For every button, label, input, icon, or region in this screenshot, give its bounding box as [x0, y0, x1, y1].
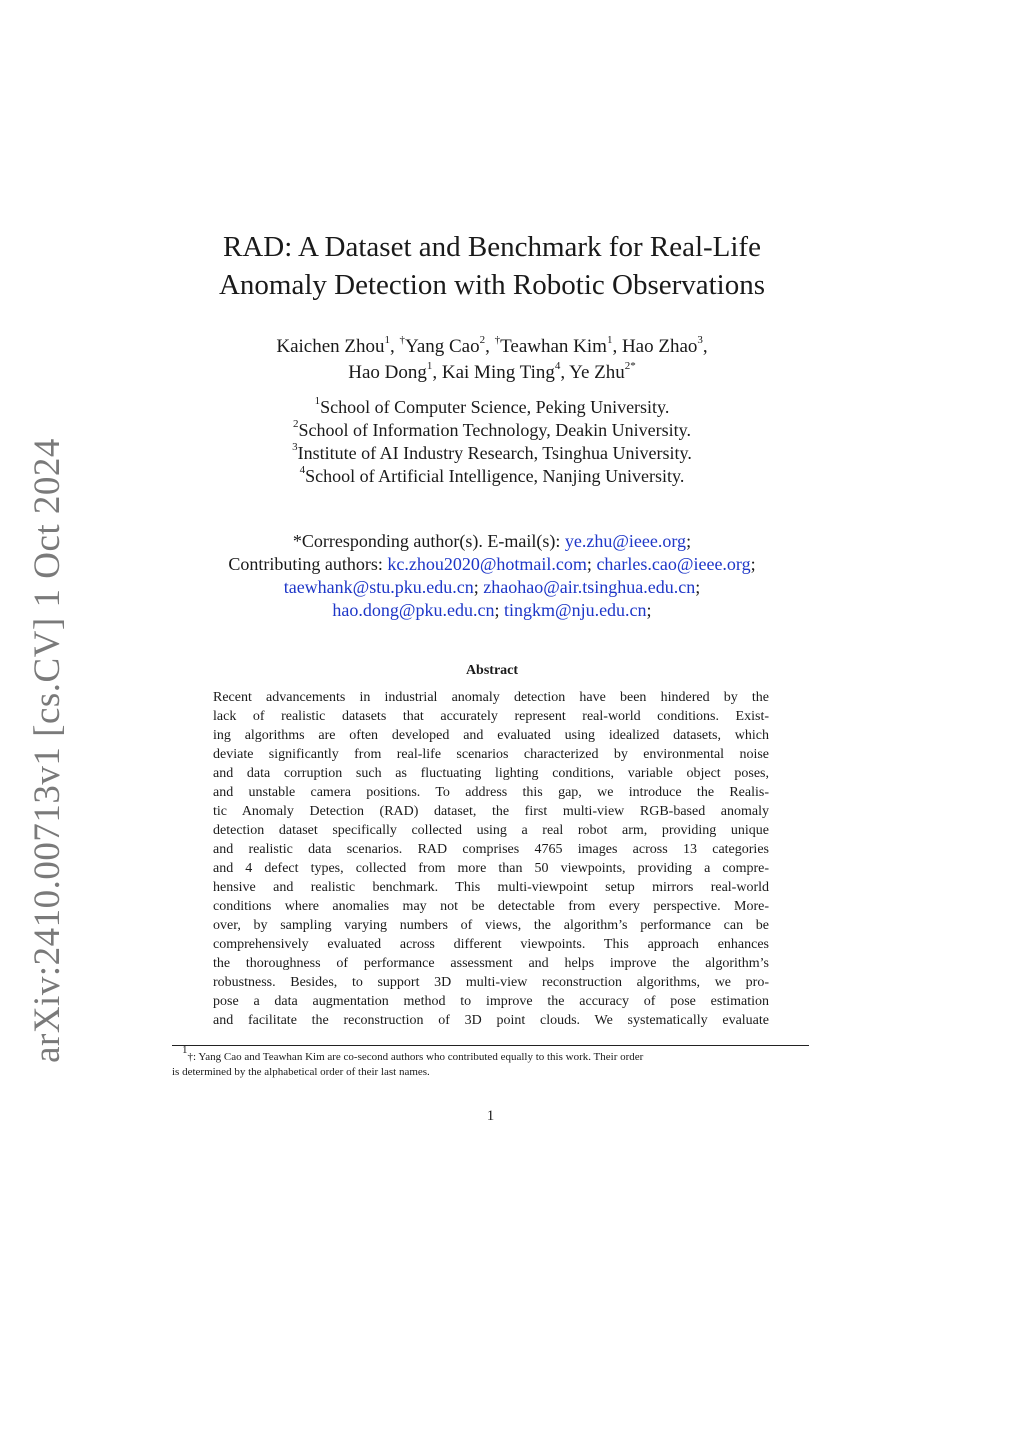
- footnote-line-2: is determined by the alphabetical order of their last names.: [172, 1066, 430, 1078]
- abstract-line: and facilitate the reconstruction of 3D point clouds. We systematically evaluate: [213, 1013, 769, 1028]
- email-link[interactable]: charles.cao@ieee.org: [596, 554, 751, 574]
- abstract-heading: Abstract: [465, 663, 519, 678]
- page-number: 1: [486, 1108, 495, 1124]
- email-link[interactable]: hao.dong@pku.edu.cn: [332, 600, 495, 620]
- author-name: Ye Zhu$^{2*}$: [569, 359, 636, 383]
- email-link[interactable]: taewhank@stu.pku.edu.cn: [283, 577, 474, 597]
- arxiv-identifier-stamp: [22, 437, 72, 1063]
- author-name: †Yang Cao$^2$,: [399, 333, 495, 357]
- abstract-line: ing algorithms are often developed and evaluated using idealized datasets, which: [213, 728, 769, 743]
- author-list: [172, 334, 812, 386]
- abstract-line: detection dataset specifically collected using a real robot arm, providing unique: [213, 823, 769, 838]
- author-name: Kai Ming Ting$^4$,: [441, 359, 570, 383]
- abstract-line: lack of realistic datasets that accurately represent real-world conditions. Exist-: [213, 709, 769, 724]
- abstract-line: tic Anomaly Detection (RAD) dataset, the first multi-view RGB-based anomaly: [213, 804, 769, 819]
- abstract-line: Recent advancements in industrial anomaly detection have been hindered by the: [213, 690, 769, 705]
- affiliation: $^3$Institute of AI Industry Research, Tsinghua University.: [292, 441, 692, 463]
- paper-title: [172, 228, 812, 304]
- author-line-2: [172, 360, 812, 386]
- abstract-line: hensive and realistic benchmark. This multi-viewpoint setup mirrors real-world: [213, 880, 769, 895]
- email-link[interactable]: tingkm@nju.edu.cn: [503, 600, 647, 620]
- contact-block: [172, 530, 812, 622]
- abstract-line: over, by sampling varying numbers of views, the algorithm’s performance can be: [213, 918, 769, 933]
- affiliation: $^2$School of Information Technology, Deakin University.: [293, 418, 691, 440]
- abstract-line: and data corruption such as fluctuating lighting conditions, variable object poses,: [213, 766, 769, 781]
- author-line-1: [172, 334, 812, 360]
- contributing-emails-line: hao.dong@pku.edu.cn; tingkm@nju.edu.cn;: [332, 600, 652, 620]
- abstract-line: pose a data augmentation method to improve the accuracy of pose estimation: [213, 994, 769, 1009]
- abstract-line: the thoroughness of performance assessment and helps improve the algorithm’s: [213, 956, 769, 971]
- title-line-2: Anomaly Detection with Robotic Observations: [218, 269, 766, 301]
- email-link[interactable]: zhaohao@air.tsinghua.edu.cn: [483, 577, 696, 597]
- abstract-line: deviate significantly from real-life scenarios characterized by environmental noise: [213, 747, 769, 762]
- author-name: Hao Zhao$^3$,: [621, 333, 708, 357]
- author-name: †Teawhan Kim$^1$,: [494, 333, 622, 357]
- email-link[interactable]: kc.zhou2020@hotmail.com: [387, 554, 587, 574]
- affiliation: $^4$School of Artificial Intelligence, Nanjing University.: [299, 464, 685, 486]
- contributing-emails-line: taewhank@stu.pku.edu.cn; zhaohao@air.tsinghua.edu.cn;: [283, 577, 701, 597]
- abstract-line: and realistic data scenarios. RAD comprises 4765 images across 13 categories: [213, 842, 769, 857]
- author-name: Hao Dong$^1$,: [348, 359, 442, 383]
- contributing-authors-line: Contributing authors: kc.zhou2020@hotmail.com; charles.cao@ieee.org;: [228, 554, 756, 574]
- affiliation: $^1$School of Computer Science, Peking University.: [314, 395, 670, 417]
- abstract-line: comprehensively evaluated across different viewpoints. This approach enhances: [213, 937, 769, 952]
- footnote-divider: [172, 1045, 809, 1046]
- abstract-line: and unstable camera positions. To address this gap, we introduce the Realis-: [213, 785, 769, 800]
- arxiv-identifier-text: arXiv:2410.00713v1 [cs.CV] 1 Oct 2024: [26, 437, 68, 1063]
- abstract-body: [213, 688, 769, 1030]
- contributing-label: Contributing authors:: [228, 554, 383, 574]
- abstract-line: conditions where anomalies may not be detectable from every perspective. More-: [213, 899, 769, 914]
- corresponding-label: *Corresponding author(s). E-mail(s):: [292, 531, 561, 551]
- author-name: Kaichen Zhou$^1$,: [276, 333, 400, 357]
- corresponding-email-link[interactable]: ye.zhu@ieee.org: [564, 531, 687, 551]
- abstract-line: robustness. Besides, to support 3D multi-view reconstruction algorithms, we pro-: [213, 975, 769, 990]
- footnote-line-1: $^1$†: Yang Cao and Teawhan Kim are co-second authors who contributed equally to this work. Their order: [182, 1044, 644, 1063]
- affiliation-list: [172, 396, 812, 488]
- corresponding-author-line: *Corresponding author(s). E-mail(s): ye.zhu@ieee.org;: [292, 531, 692, 551]
- title-line-1: RAD: A Dataset and Benchmark for Real-Life: [223, 231, 761, 263]
- footnote: [172, 1044, 809, 1080]
- abstract-line: and 4 defect types, collected from more than 50 viewpoints, providing a compre-: [213, 861, 769, 876]
